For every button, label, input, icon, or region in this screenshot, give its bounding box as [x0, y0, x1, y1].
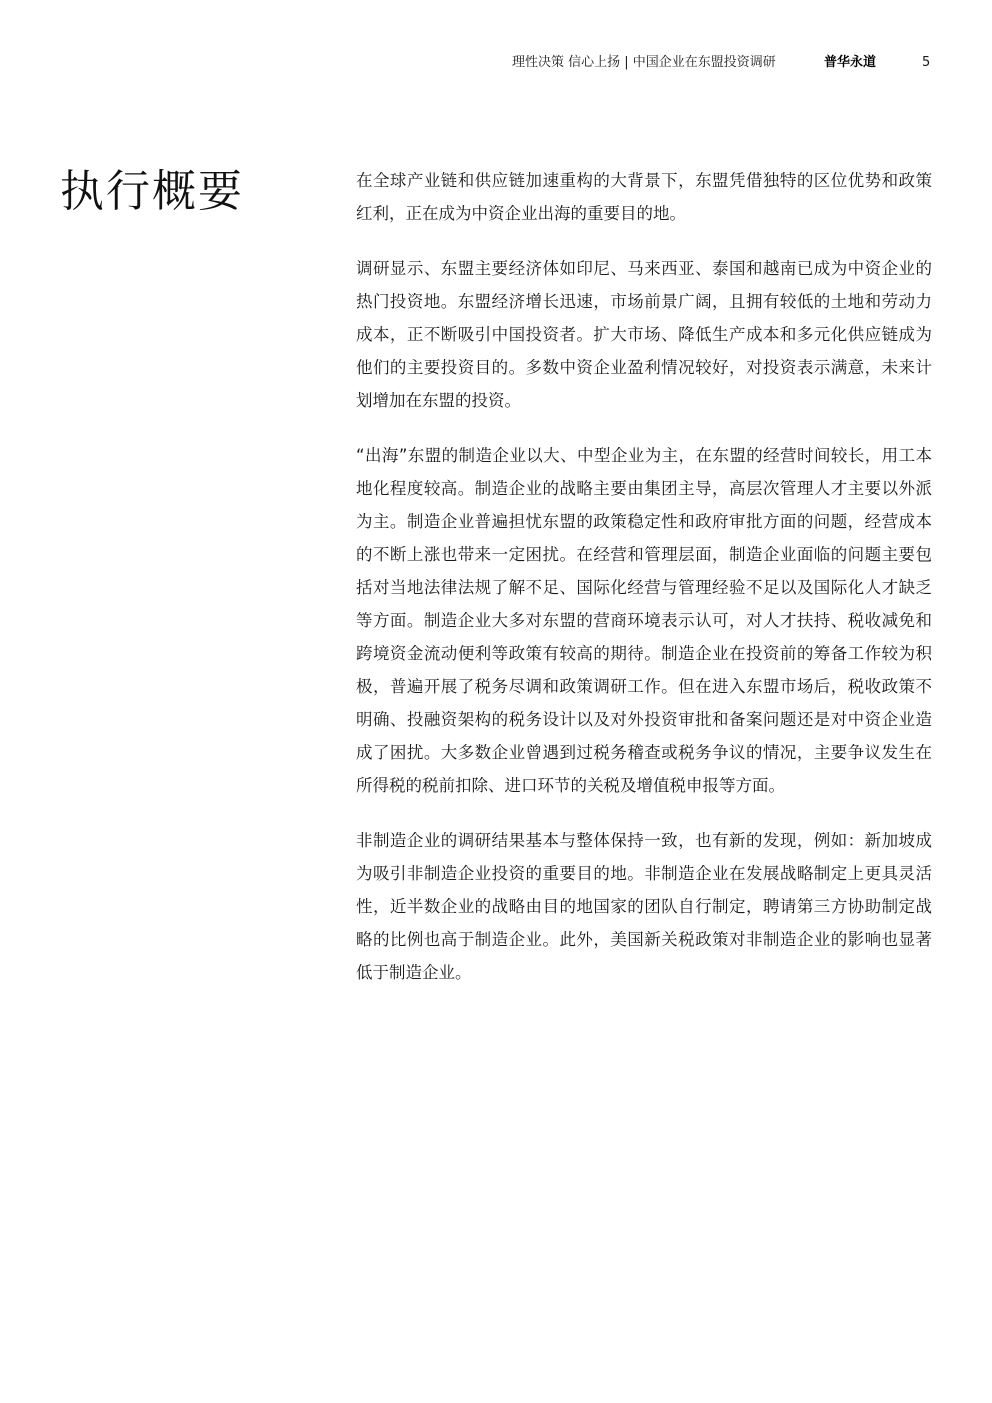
paragraph-survey-overview: 调研显示、东盟主要经济体如印尼、马来西亚、泰国和越南已成为中资企业的热门投资地。东盟经济增长迅速，市场前景广阔，且拥有较低的土地和劳动力成本，正不断吸引中国投资者。扩大市场、降低生产成本和多元化供应链成为他们的主要投资目的。多数中资企业盈利情况较好，对投资表示满意，未来计划增加在东盟的投资。: [356, 259, 932, 410]
page-header: [0, 53, 992, 73]
body-text: [356, 164, 932, 1011]
report-subtitle: 理性决策 信心上扬 | 中国企业在东盟投资调研: [512, 55, 776, 70]
paragraph-non-manufacturing: 非制造企业的调研结果基本与整体保持一致，也有新的发现，例如：新加坡成为吸引非制造企业投资的重要目的地。非制造企业在发展战略制定上更具灵活性，近半数企业的战略由目的地国家的团队自行制定，聘请第三方协助制定战略的比例也高于制造企业。此外，美国新关税政策对非制造企业的影响也显著低于制造企业。: [356, 831, 932, 982]
page-number: 5: [922, 55, 931, 70]
paragraph-manufacturing: “出海”东盟的制造企业以大、中型企业为主，在东盟的经营时间较长，用工本地化程度较高。制造企业的战略主要由集团主导，高层次管理人才主要以外派为主。制造企业普遍担忧东盟的政策稳定性和政府审批方面的问题，经营成本的不断上涨也带来一定困扰。在经营和管理层面，制造企业面临的问题主要包括对当地法律法规了解不足、国际化经营与管理经验不足以及国际化人才缺乏等方面。制造企业大多对东盟的营商环境表示认可，对人才扶持、税收减免和跨境资金流动便利等政策有较高的期待。制造企业在投资前的筹备工作较为积极，普遍开展了税务尽调和政策调研工作。但在进入东盟市场后，税收政策不明确、投融资架构的税务设计以及对外投资审批和备案问题还是对中资企业造成了困扰。大多数企业曾遇到过税务稽查或税务争议的情况，主要争议发生在所得税的税前扣除、进口环节的关税及增值税申报等方面。: [356, 446, 932, 795]
paragraph-intro: 在全球产业链和供应链加速重构的大背景下，东盟凭借独特的区位优势和政策红利，正在成为中资企业出海的重要目的地。: [356, 171, 932, 223]
section-title: 执行概要: [60, 166, 244, 217]
brand-name: 普华永道: [824, 55, 877, 70]
